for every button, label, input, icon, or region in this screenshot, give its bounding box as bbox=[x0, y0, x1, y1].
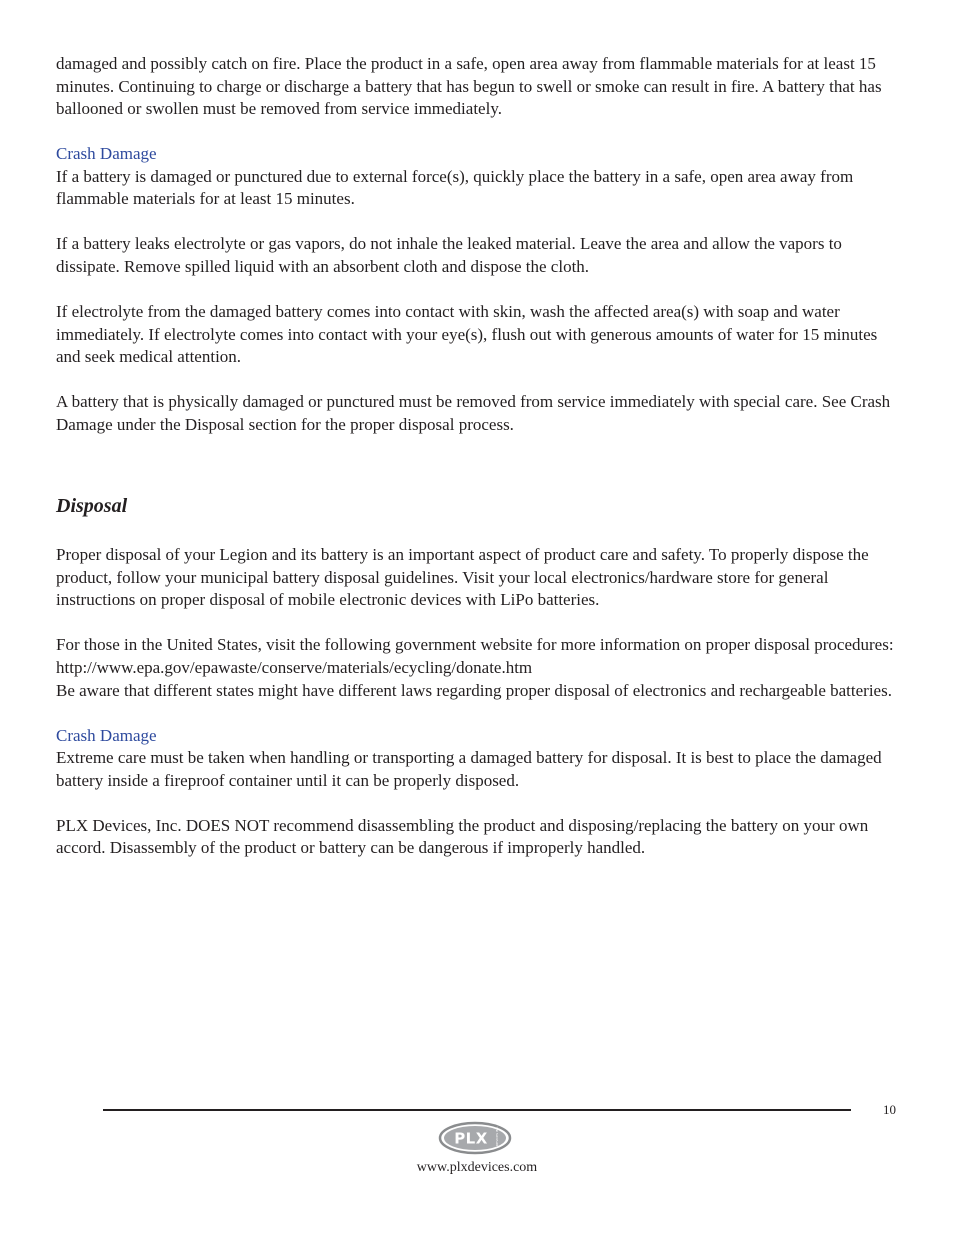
paragraph-skin-contact: If electrolyte from the damaged battery comes into contact with skin, wash the affected area(s) with soap and water immediately. If electrolyte comes into contact with your eye(s), flush out with generous amounts of water for 15 minutes and seek medical attention. bbox=[56, 301, 878, 367]
disposal-heading: Disposal bbox=[56, 495, 128, 518]
paragraph-external-force: If a battery is damaged or punctured due to external force(s), quickly place the battery in a safe, open area away from flammable materials for at least 15 minutes. bbox=[56, 166, 854, 209]
logo-subtext: DEVICES INC. bbox=[495, 1125, 499, 1146]
paragraph-electrolyte-leak: If a battery leaks electrolyte or gas vapors, do not inhale the leaked material. Leave the area and allow the vapors to dissipate. Remove spilled liquid with an absorbent cloth and dispose the cloth. bbox=[56, 234, 842, 276]
paragraph-transport-care: Extreme care must be taken when handling or transporting a damaged battery for disposal. It is best to place the damaged battery inside a fireproof container until it can be properly disposed. bbox=[56, 748, 882, 790]
paragraph-proper-disposal: Proper disposal of your Legion and its battery is an important aspect of product care and safety. To properly dispose the product, follow your municipal battery disposal guidelines. Visit your local electronics/hardware store for general instructions on proper disposal of mobile electronic devices with LiPo batteries. bbox=[56, 545, 869, 610]
paragraph-disassembly-warning: PLX Devices, Inc. DOES NOT recommend disassembling the product and disposing/replacing the battery on your own accord. Disassembly of the product or battery can be dangerous if improperly handled. bbox=[56, 815, 869, 858]
footer-divider bbox=[103, 1109, 851, 1111]
crash-damage-subheading: Crash Damage bbox=[56, 144, 157, 164]
page-number: 10 bbox=[883, 1102, 896, 1117]
paragraph-us-government: For those in the United States, visit the following government website for more information on proper disposal procedures: bbox=[56, 635, 894, 655]
paragraph-fire-warning: damaged and possibly catch on fire. Place the product in a safe, open area away from flammable materials for at least 15 minutes. Continuing to charge or discharge a battery that has begun to swell or smoke can result in fire. A battery that has ballooned or swollen must be removed from service immediately. bbox=[56, 54, 882, 119]
logo-text: PLX bbox=[454, 1129, 488, 1148]
website-link[interactable]: www.plxdevices.com bbox=[416, 1160, 538, 1175]
crash-damage-disposal-subheading: Crash Damage bbox=[56, 725, 157, 745]
paragraph-state-laws: Be aware that different states might have different laws regarding proper disposal of electronics and rechargeable batteries. bbox=[56, 680, 892, 700]
epa-link[interactable]: http://www.epa.gov/epawaste/conserve/materials/ecycling/donate.htm bbox=[56, 658, 533, 678]
plx-logo bbox=[438, 1120, 514, 1156]
paragraph-physically-damaged: A battery that is physically damaged or punctured must be removed from service immediately with special care. See Crash Damage under the Disposal section for the proper disposal process. bbox=[56, 392, 891, 434]
page-content bbox=[56, 53, 896, 860]
